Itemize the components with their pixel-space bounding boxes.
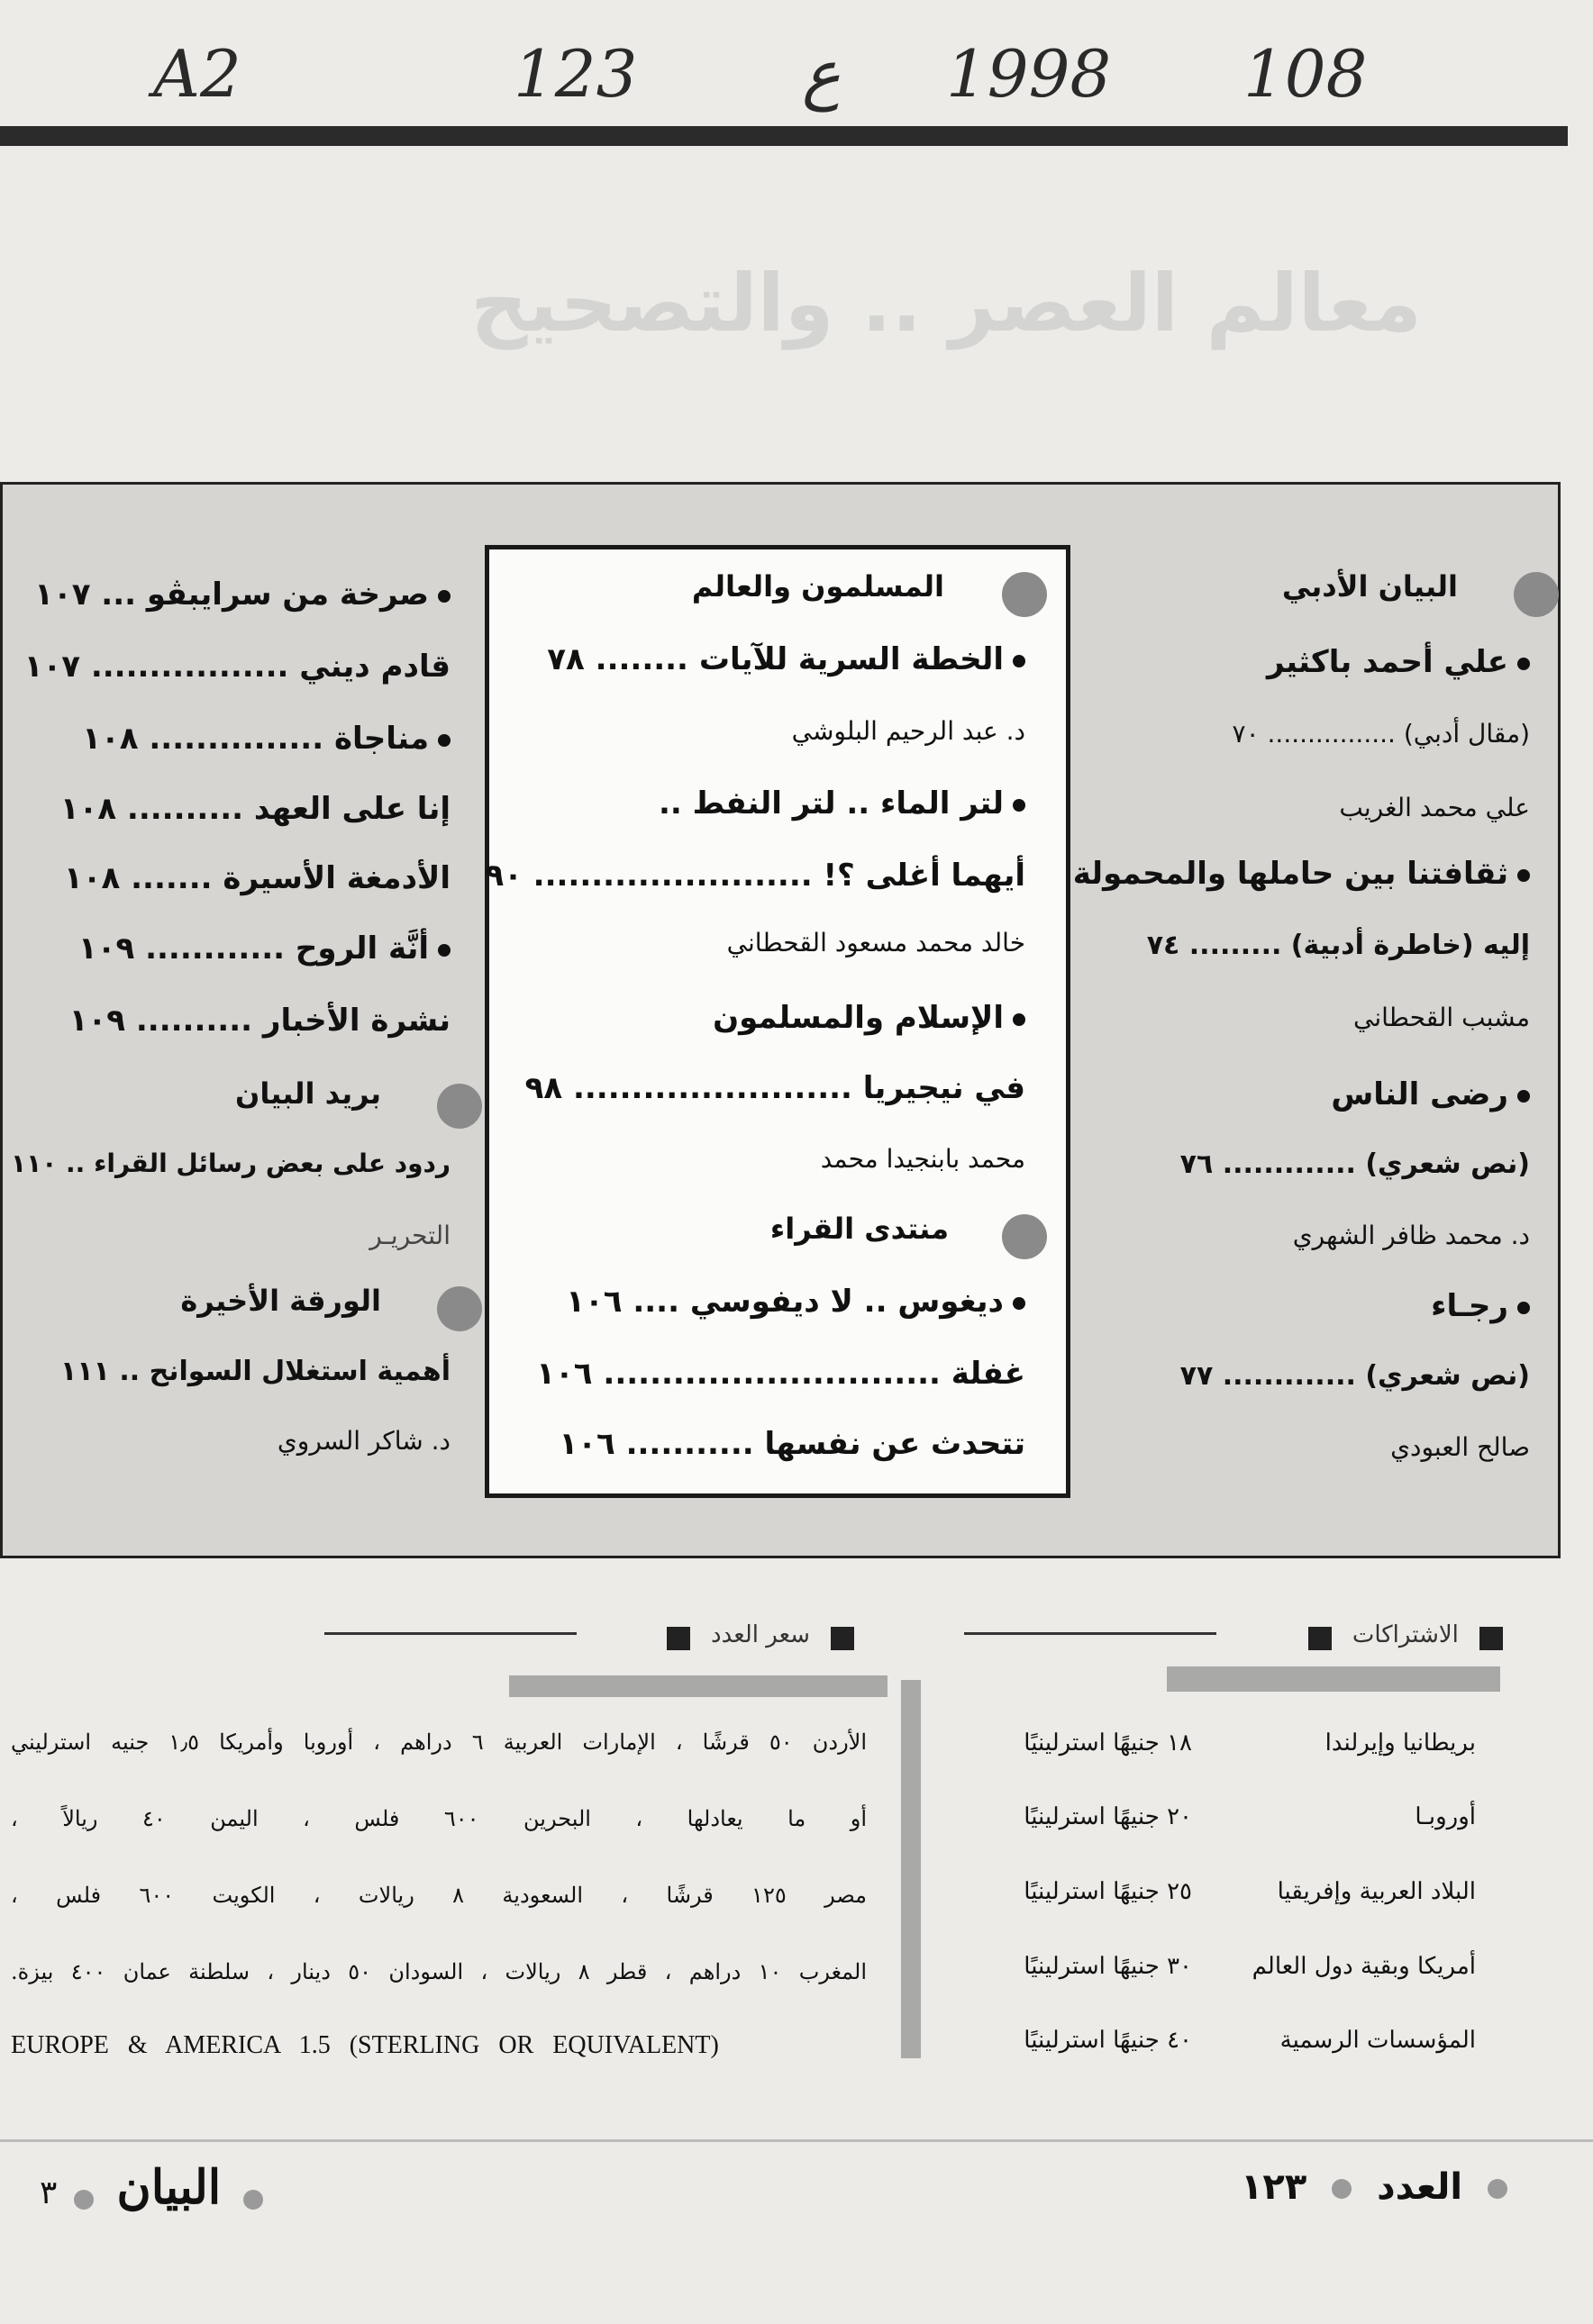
handwritten-letter: ع [802,36,841,112]
toc-entry-author: د. شاكر السروي [277,1426,451,1456]
square-icon [1308,1627,1332,1650]
toc-entry-page: أيهما أغلى ؟! ........................ ٩٠ [485,858,1025,894]
subscription-region: المؤسسات الرسمية [1279,2027,1476,2054]
subscription-region: أوروبـا [1415,1803,1476,1830]
dot-icon [1488,2179,1507,2199]
subscription-price: ٢٠ جنيهًا استرلينيًا [1024,1803,1192,1830]
subscription-region: البلاد العربية وإفريقيا [1277,1878,1476,1905]
toc-entry-author: خالد محمد مسعود القحطاني [726,928,1025,958]
subscription-price: ٤٠ جنيهًا استرلينيًا [1024,2027,1192,2054]
toc-entry-title: رضى الناس [1331,1076,1530,1112]
bullet-icon [1517,658,1530,670]
footer-brand [27,2160,263,2215]
toc-entry-page: (نص شعري) ............. ٧٦ [1179,1148,1530,1180]
toc-entry-title: نشرة الأخبار .......... ١٠٩ [68,1003,451,1039]
handwritten-issue: 123 [514,36,638,112]
toc-entry-title: لتر الماء .. لتر النفط .. [659,785,1025,822]
header-bar [0,126,1568,146]
subscription-region: بريطانيا وإيرلندا [1324,1729,1476,1757]
bullet-icon [438,944,451,957]
section-title-mail: بريد البيان [235,1076,381,1111]
price-line: أو ما يعادلها ، البحرين ٦٠٠ فلس ، اليمن ٤٠ ريالاً ، [11,1806,867,1831]
divider [324,1632,577,1635]
issue-price-label: سعر العدد [711,1621,810,1648]
toc-entry-page: إليه (خاطرة أدبية) ......... ٧٤ [1146,930,1530,961]
price-english: EUROPE & AMERICA 1.5 (STERLING OR EQUIVALENT) [11,2031,719,2059]
toc-entry-page: في نيجيريا ........................ ٩٨ [524,1070,1025,1106]
square-icon [1479,1627,1503,1650]
bullet-icon [1013,655,1025,667]
subscription-price: ٣٠ جنيهًا استرلينيًا [1024,1953,1192,1980]
toc-entry-title: ديغوس .. لا ديفوسي .... ١٠٦ [566,1284,1025,1320]
subscription-region: أمريكا وبقية دول العالم [1252,1953,1476,1980]
dot-icon [1332,2179,1352,2199]
toc-entry-title: تتحدث عن نفسها ........... ١٠٦ [559,1426,1025,1462]
bullet-icon [1013,799,1025,812]
toc-entry-title: علي أحمد باكثير [1267,644,1530,680]
dot-icon [74,2190,94,2210]
section-circle-icon [437,1286,482,1331]
toc-entry-title: أهمية استغلال السوانح .. ١١١ [60,1356,451,1387]
toc-entry-title: رجـاء [1431,1288,1530,1324]
toc-entry-title: الأدمغة الأسيرة ....... ١٠٨ [64,860,451,896]
toc-entry-author: د. عبد الرحيم البلوشي [791,716,1025,746]
price-line: المغرب ١٠ دراهم ، قطر ٨ ريالات ، السودان ٥٠ دينار ، سلطنة عمان ٤٠٠ بيزة. [11,1959,868,1984]
issue-label: العدد [1377,2166,1463,2208]
price-line: الأردن ٥٠ قرشًا ، الإمارات العربية ٦ دراهم ، أوروبا وأمريكا ١٫٥ جنيه استرليني [11,1729,868,1755]
bullet-icon [1013,1013,1025,1026]
toc-entry-title: ردود على بعض رسائل القراء .. ١١٠ [11,1148,451,1178]
dot-icon [243,2190,263,2210]
toc-entry-title: إنا على العهد .......... ١٠٨ [59,791,451,827]
toc-entry-title: غفلة ............................. ١٠٦ [536,1356,1025,1392]
toc-entry-title: الإسلام والمسلمون [713,1000,1025,1036]
page-number: ٣ [40,2174,58,2211]
subscription-price: ٢٥ جنيهًا استرلينيًا [1024,1878,1192,1905]
bullet-icon [1517,1090,1530,1103]
handwritten-year: 1998 [946,36,1112,112]
footer-rule [0,2139,1593,2142]
bullet-icon [1517,869,1530,882]
price-line: مصر ١٢٥ قرشًا ، السعودية ٨ ريالات ، الكويت ٦٠٠ فلس ، [11,1883,868,1908]
subscriptions-header [1308,1621,1503,1650]
subscription-price: ١٨ جنيهًا استرلينيًا [1024,1729,1192,1757]
section-title-forum: منتدى القراء [769,1212,949,1246]
toc-entry-title: قادم ديني ................. ١٠٧ [23,649,451,685]
toc-entry-title: ثقافتنا بين حاملها والمحمولة [1073,856,1530,892]
bullet-icon [1517,1302,1530,1314]
toc-entry-title: صرخة من سرايبڤو ... ١٠٧ [34,576,451,613]
bullet-icon [438,590,451,603]
toc-entry-author: علي محمد الغريب [1339,793,1530,822]
bullet-icon [1013,1297,1025,1310]
toc-entry-page: (نص شعري) ............. ٧٧ [1179,1360,1530,1392]
square-icon [831,1627,854,1650]
toc-entry-author: صالح العبودي [1390,1432,1530,1462]
handwritten-code: A2 [153,36,241,112]
divider [964,1632,1216,1635]
toc-entry-author: التحريـر [369,1221,451,1250]
issue-number: ١٢٣ [1240,2166,1307,2208]
section-circle-icon [1002,1214,1047,1259]
section-circle-icon [1002,572,1047,617]
square-icon [667,1627,690,1650]
section-title-literary: البيان الأدبي [1281,569,1458,604]
toc-entry-author: محمد بابنجيدا محمد [820,1144,1025,1174]
section-circle-icon [437,1084,482,1129]
shade-bar-vertical [901,1680,921,2058]
toc-entry-author: مشبب القحطاني [1353,1003,1530,1032]
handwritten-page: 108 [1243,36,1368,112]
toc-entry-page: (مقال أدبي) ................ ٧٠ [1232,719,1530,749]
section-title-last-page: الورقة الأخيرة [180,1284,381,1318]
toc-entry-title: أنَّة الروح ............ ١٠٩ [78,931,451,967]
toc-entry-author: د. محمد ظافر الشهري [1292,1221,1530,1250]
bleed-through-title: ﻣﻌﺎﻟﻢ ﺍﻟﻌﺼﺮ .. ﻭﺍﻟﺘﺼﺤﻴﺢ [470,257,1422,350]
section-circle-icon [1514,572,1559,617]
shade-bar [1167,1666,1500,1692]
section-title-muslims: المسلمون والعالم [691,569,944,604]
magazine-logo: البيان [116,2160,222,2215]
toc-entry-title: مناجاة ............... ١٠٨ [82,721,451,757]
bullet-icon [438,734,451,747]
footer-issue [1228,2166,1507,2208]
shade-bar [509,1675,888,1697]
issue-price-header [667,1621,854,1650]
toc-entry-title: الخطة السرية للآيات ........ ٧٨ [547,641,1025,677]
subscriptions-label: الاشتراكات [1352,1621,1459,1648]
